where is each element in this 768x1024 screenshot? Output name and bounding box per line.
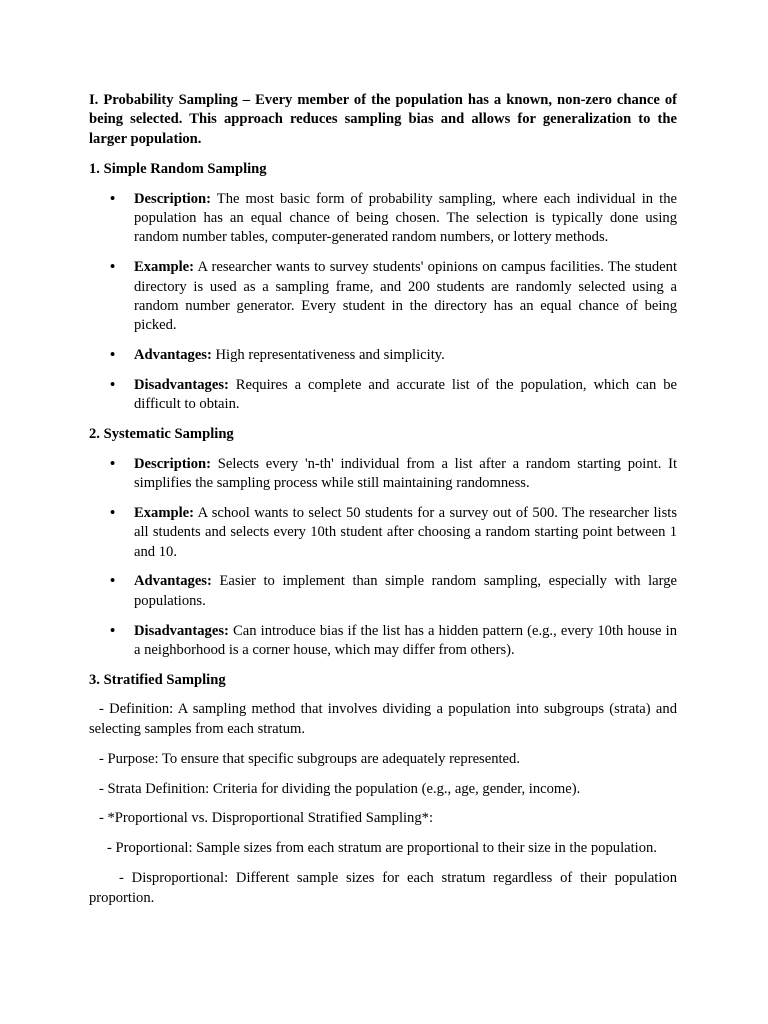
list-item <box>89 622 677 661</box>
section-heading-systematic: 2. Systematic Sampling <box>89 426 234 443</box>
item-term: Example: <box>134 259 194 276</box>
bullet-icon: • <box>110 259 116 276</box>
item-text: The most basic form of probability sampling, where each individual in the population has an equal chance of being chosen. The selection is typically done using random number tables, computer-generated random numbers, or lottery methods. <box>134 190 677 246</box>
bullet-icon: • <box>110 190 116 207</box>
bullet-icon: • <box>110 347 116 364</box>
item-text: A researcher wants to survey students' opinions on campus facilities. The student directory is used as a sampling frame, and 200 students are randomly selected using a random number generator. Every student in the directory has an equal chance of being picked. <box>134 259 677 334</box>
stratified-proportional: - Proportional: Sample sizes from each stratum are proportional to their size in the population. <box>107 840 657 857</box>
item-text: A school wants to select 50 students for a survey out of 500. The researcher lists all students and selects every 10th student after choosing a random starting point between 1 and 10. <box>134 504 677 560</box>
stratified-strata-definition: - Strata Definition: Criteria for dividing the population (e.g., age, gender, income). <box>99 780 581 797</box>
list-item <box>89 190 677 248</box>
bullet-icon: • <box>110 573 116 590</box>
item-term: Disadvantages: <box>134 622 229 639</box>
section-heading-simple-random: 1. Simple Random Sampling <box>89 161 267 178</box>
stratified-definition: - Definition: A sampling method that involves dividing a population into subgroups (strata) and selecting samples from each stratum. <box>89 701 677 737</box>
item-term: Disadvantages: <box>134 377 229 394</box>
document-page <box>89 91 677 919</box>
item-text: Selects every 'n-th' individual from a list after a random starting point. It simplifies the sampling process while still maintaining randomness. <box>134 455 677 492</box>
item-term: Description: <box>134 190 212 207</box>
bullet-icon: • <box>110 622 116 639</box>
stratified-disproportional: - Disproportional: Different sample sizes for each stratum regardless of their population proportion. <box>89 870 677 906</box>
bullet-icon: • <box>110 377 116 394</box>
item-text: Easier to implement than simple random sampling, especially with large populations. <box>134 573 677 609</box>
list-item <box>89 346 677 365</box>
item-term: Example: <box>134 504 194 521</box>
bullet-icon: • <box>110 504 116 521</box>
intro-paragraph: I. Probability Sampling – Every member of the population has a known, non-zero chance of being selected. This approach reduces sampling bias and allows for generalization to the larger population. <box>89 92 677 147</box>
item-term: Advantages: <box>134 347 212 364</box>
item-text: Requires a complete and accurate list of the population, which can be difficult to obtain. <box>134 377 677 413</box>
item-text: Can introduce bias if the list has a hidden pattern (e.g., every 10th house in a neighborhood is a corner house, which may differ from others). <box>134 622 677 659</box>
bullet-list-systematic <box>89 455 677 661</box>
list-item <box>89 504 677 562</box>
list-item <box>89 572 677 611</box>
section-heading-stratified: 3. Stratified Sampling <box>89 671 226 688</box>
bullet-icon: • <box>110 455 116 472</box>
item-term: Advantages: <box>134 573 212 590</box>
item-text: High representativeness and simplicity. <box>211 347 445 364</box>
bullet-list-simple-random <box>89 190 677 415</box>
list-item <box>89 376 677 415</box>
list-item <box>89 258 677 336</box>
item-term: Description: <box>134 455 212 472</box>
list-item <box>89 455 677 494</box>
stratified-purpose: - Purpose: To ensure that specific subgroups are adequately represented. <box>99 750 520 767</box>
stratified-proportional-vs-disproportional: - *Proportional vs. Disproportional Stratified Sampling*: <box>99 810 434 827</box>
